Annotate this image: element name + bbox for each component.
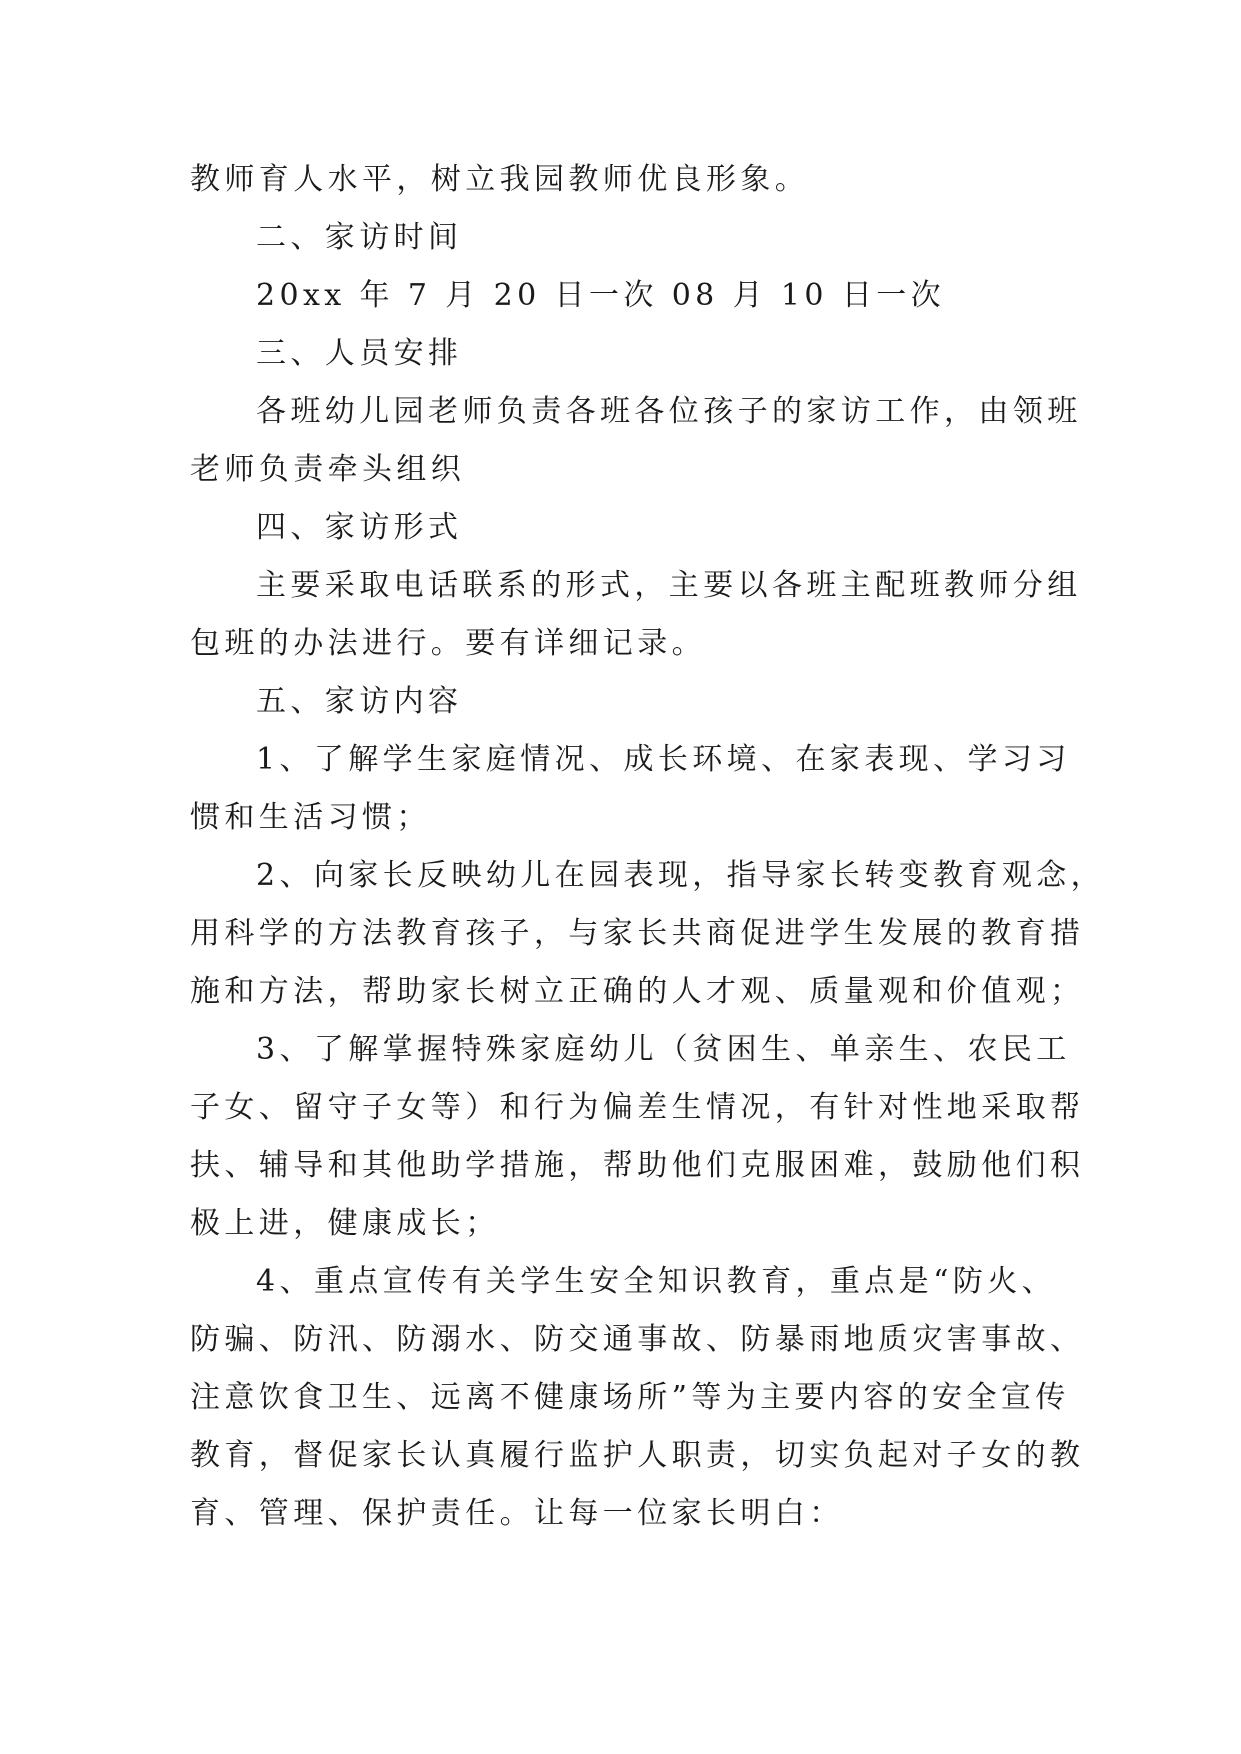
- paragraph-line: 教师育人水平，树立我园教师优良形象。: [190, 162, 810, 197]
- list-item-2-line: 施和方法，帮助家长树立正确的人才观、质量观和价值观；: [190, 974, 1085, 1009]
- list-item-4-line: 教育，督促家长认真履行监护人职责，切实负起对子女的教: [190, 1438, 1085, 1473]
- list-item-3-line: 极上进，健康成长；: [190, 1206, 500, 1241]
- list-item-2-line: 2、向家长反映幼儿在园表现，指导家长转变教育观念，: [256, 858, 1106, 893]
- list-item-2-line: 用科学的方法教育孩子，与家长共商促进学生发展的教育措: [190, 916, 1085, 951]
- paragraph-line: 老师负责牵头组织: [190, 452, 466, 487]
- list-item-4-line: 4、重点宣传有关学生安全知识教育，重点是“防火、: [256, 1264, 1057, 1299]
- list-item-4-line: 注意饮食卫生、远离不健康场所”等为主要内容的安全宣传: [190, 1380, 1070, 1415]
- list-item-4-line: 育、管理、保护责任。让每一位家长明白：: [190, 1496, 844, 1531]
- list-item-3-line: 扶、辅导和其他助学措施，帮助他们克服困难，鼓励他们积: [190, 1148, 1085, 1183]
- list-item-1-line: 1、了解学生家庭情况、成长环境、在家表现、学习习: [256, 742, 1071, 777]
- section-heading-visit-content: 五、家访内容: [256, 684, 463, 719]
- list-item-3-line: 3、了解掌握特殊家庭幼儿（贫困生、单亲生、农民工: [256, 1032, 1071, 1067]
- paragraph-line: 主要采取电话联系的形式，主要以各班主配班教师分组: [256, 568, 1082, 603]
- paragraph-line: 包班的办法进行。要有详细记录。: [190, 626, 706, 661]
- visit-dates: 20xx 年 7 月 20 日一次 08 月 10 日一次: [256, 278, 946, 313]
- list-item-4-line: 防骗、防汛、防溺水、防交通事故、防暴雨地质灾害事故、: [190, 1322, 1085, 1357]
- section-heading-visit-form: 四、家访形式: [256, 510, 463, 545]
- section-heading-visit-time: 二、家访时间: [256, 220, 463, 255]
- list-item-1-line: 惯和生活习惯；: [190, 800, 431, 835]
- section-heading-staff-arrangement: 三、人员安排: [256, 336, 463, 371]
- paragraph-line: 各班幼儿园老师负责各班各位孩子的家访工作，由领班: [256, 394, 1082, 429]
- list-item-3-line: 子女、留守子女等）和行为偏差生情况，有针对性地采取帮: [190, 1090, 1085, 1125]
